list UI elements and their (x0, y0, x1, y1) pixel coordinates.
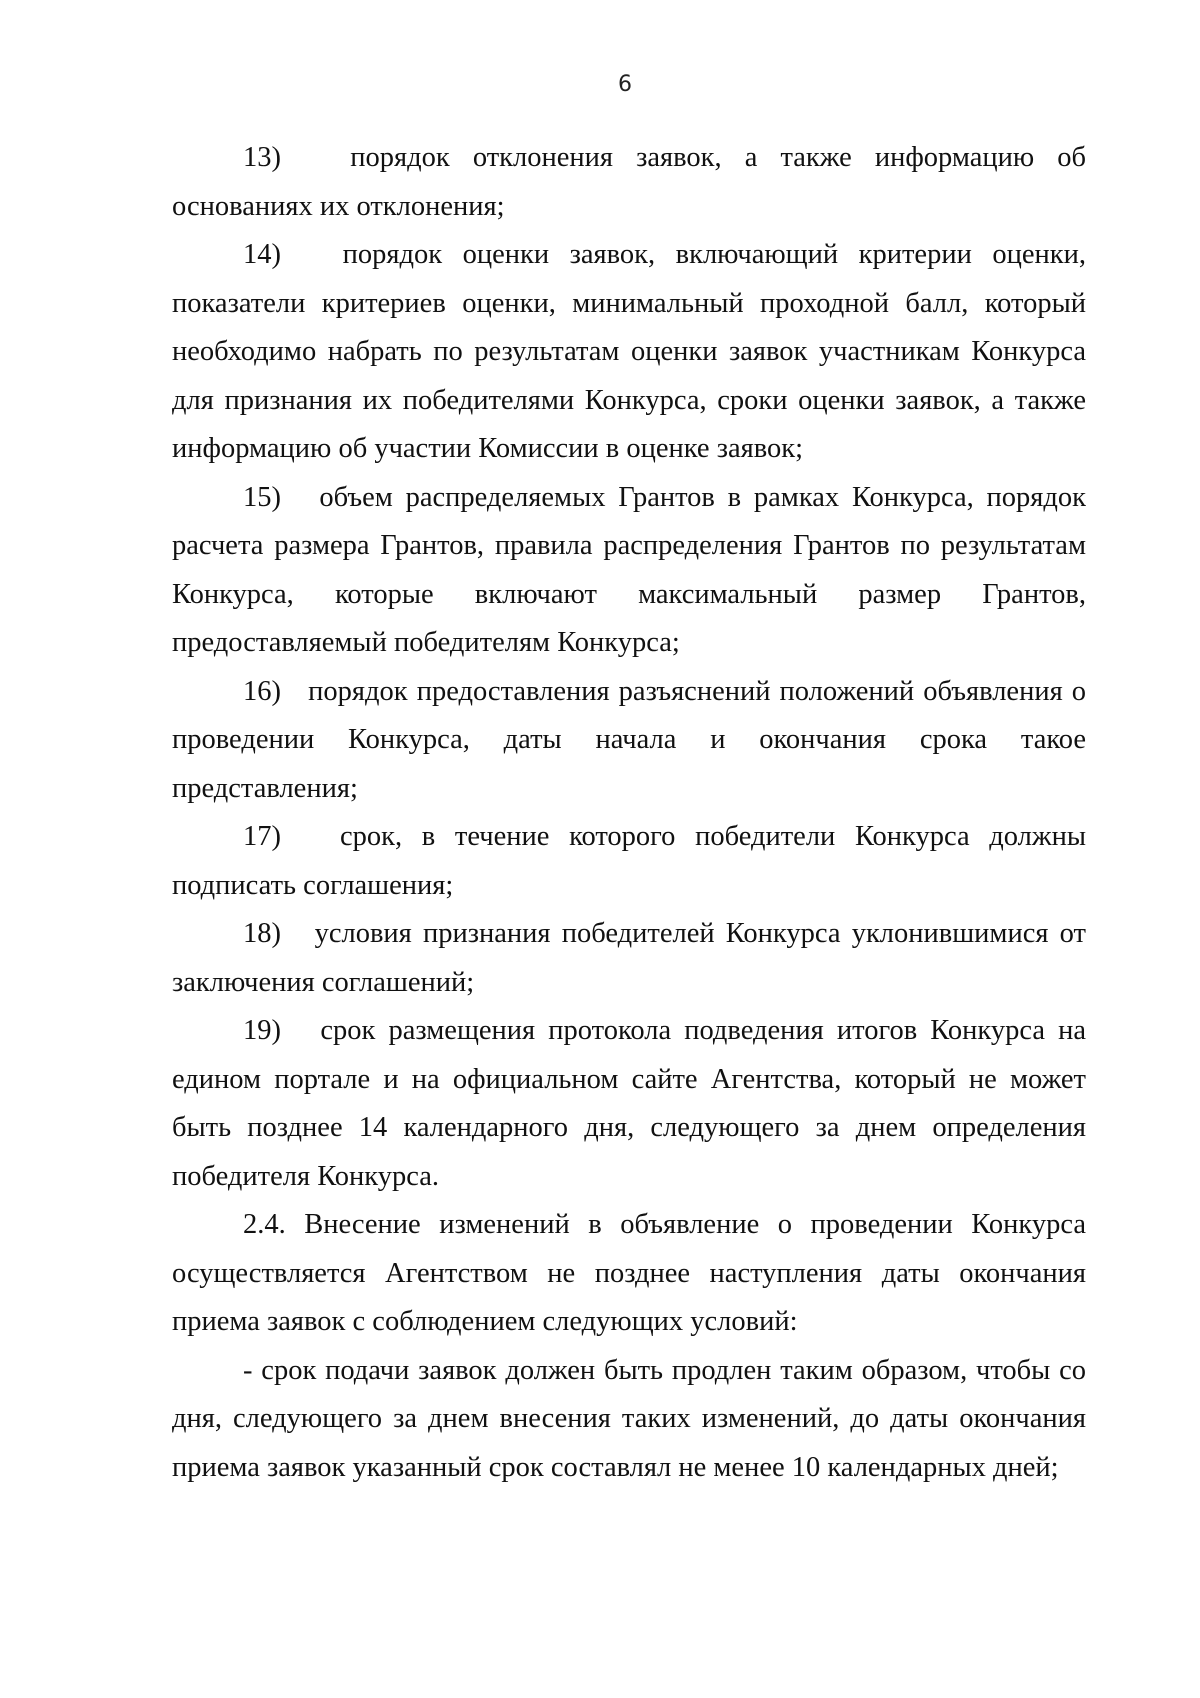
list-item-15: 15) объем распределяемых Грантов в рамках Конкурса, порядок расчета размера Грантов, правила распределения Грантов по результатам Конкурса, которые включают максимальный размер Грантов, предоставляемый победителям Конкурса; (172, 481, 1086, 658)
list-item-13: 13) порядок отклонения заявок, а также информацию об основаниях их отклонения; (172, 142, 1086, 222)
list-item-19: 19) срок размещения протокола подведения итогов Конкурса на едином портале и на официальном сайте Агентства, который не может быть позднее 14 календарного дня, следующего за днем определения победителя Конкурса. (172, 1015, 1086, 1192)
document-body (172, 134, 1086, 1492)
section-2-4-paragraph: 2.4. Внесение изменений в объявление о проведении Конкурса осуществляется Агентством не позднее наступления даты окончания приема заявок с соблюдением следующих условий: (172, 1209, 1086, 1337)
list-item-18: 18) условия признания победителей Конкурса уклонившимися от заключения соглашений; (172, 918, 1086, 998)
dash-list-item: - срок подачи заявок должен быть продлен таким образом, чтобы со дня, следующего за днем внесения таких изменений, до даты окончания приема заявок указанный срок составлял не менее 10 календарных дней; (172, 1354, 1086, 1483)
list-item-14: 14) порядок оценки заявок, включающий критерии оценки, показатели критериев оценки, минимальный проходной балл, который необходимо набрать по результатам оценки заявок участникам Конкурса для признания их победителями Конкурса, сроки оценки заявок, а также информацию об участии Комиссии в оценке заявок; (172, 239, 1086, 464)
page-number: 6 (618, 72, 632, 97)
list-item-16: 16) порядок предоставления разъяснений положений объявления о проведении Конкурса, даты начала и окончания срока такое представления; (172, 675, 1086, 804)
list-item-17: 17) срок, в течение которого победители Конкурса должны подписать соглашения; (172, 821, 1086, 901)
